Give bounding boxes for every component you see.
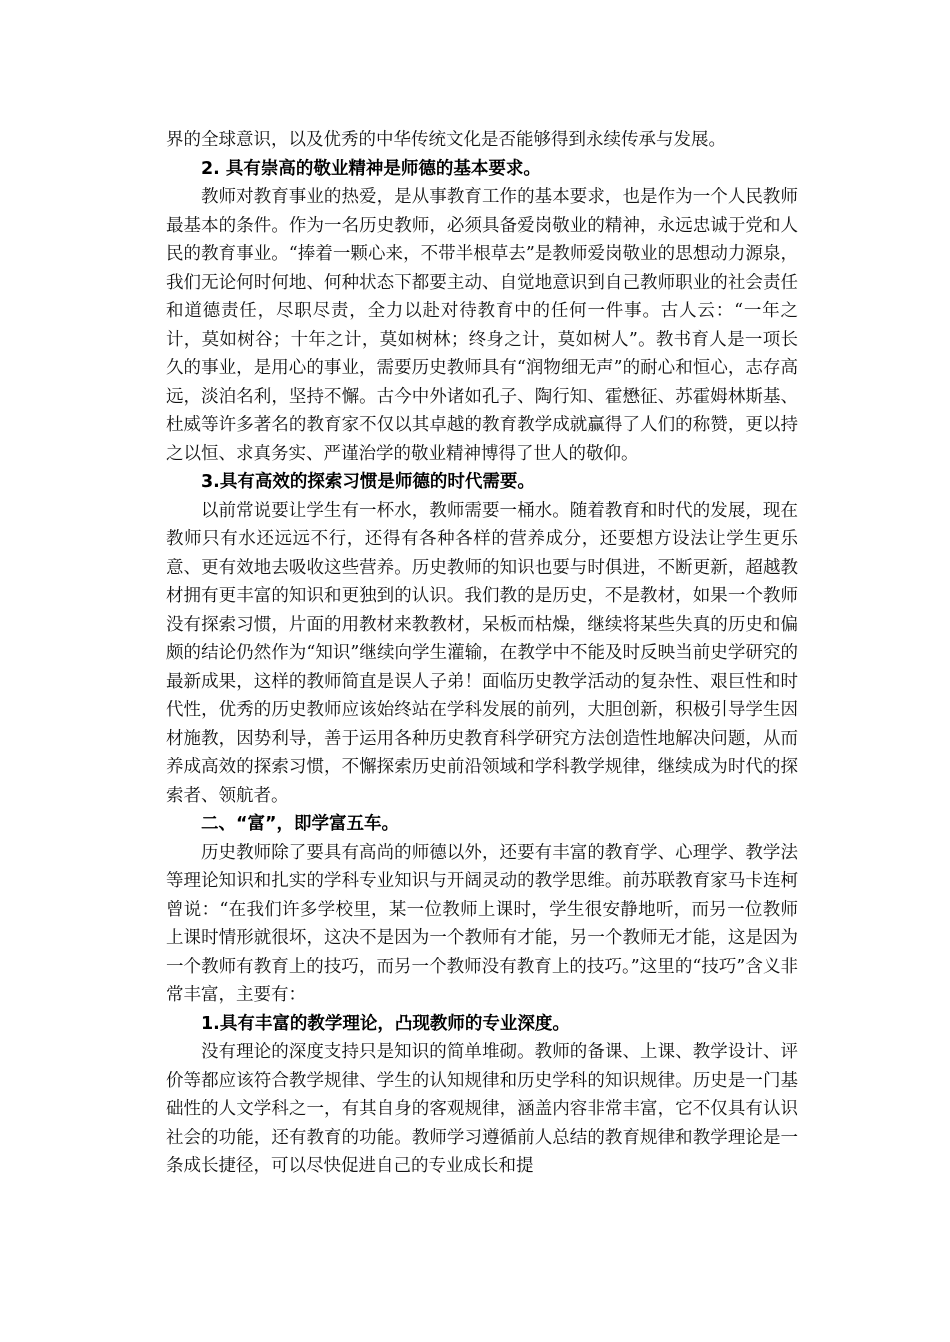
section-heading-exploration: 3.具有高效的探索习惯是师德的时代需要。 <box>201 472 535 492</box>
paragraph-continuation: 界的全球意识，以及优秀的中华传统文化是否能够得到永续传承与发展。 <box>166 130 726 150</box>
chapter-heading-rich: 二、“富”，即学富五车。 <box>201 814 400 834</box>
section-heading-theory: 1.具有丰富的教学理论，凸现教师的专业深度。 <box>201 1013 570 1034</box>
paragraph-dedication: 教师对教育事业的热爱，是从事教育工作的基本要求，也是作为一个人民教师最基本的条件。作为一名历史教师，必须具备爱岗敬业的精神，永远忠诚于党和人民的教育事业。“捧着一颗心来，不带半根草去”是教师爱岗敬业的思想动力源泉，我们无论何时何地、何种状态下都要主动、自觉地意识到自己教师职业的社会责任和道德责任，尽职尽责，全力以赴对待教育中的任何一件事。古人云：“一年之计，莫如树谷；十年之计，莫如树林；终身之计，莫如树人”。教书育人是一项长久的事业，是用心的事业，需要历史教师具有“润物细无声”的耐心和恒心，志存高远，淡泊名利，坚持不懈。古今中外诸如孔子、陶行知、霍懋征、苏霍姆林斯基、杜威等许多著名的教育家不仅以其卓越的教育教学成就赢得了人们的称赞，更以持之以恒、求真务实、严谨治学的敬业精神博得了世人的敬仰。 <box>166 187 798 464</box>
paragraph-rich-knowledge: 历史教师除了要具有高尚的师德以外，还要有丰富的教育学、心理学、教学法等理论知识和扎实的学科专业知识与开阔灵动的教学思维。前苏联教育家马卡连柯曾说：“在我们许多学校里，某一位教师上课时，学生很安静地听，而另一位教师上课时情形就很坏，这决不是因为一个教师有才能，另一个教师无才能，这是因为一个教师有教育上的技巧，而另一个教师没有教育上的技巧。”这里的“技巧”含义非常丰富，主要有： <box>166 842 798 1005</box>
document-body <box>166 126 798 1181</box>
paragraph-exploration: 以前常说要让学生有一杯水，教师需要一桶水。随着教育和时代的发展，现在教师只有水还远远不行，还得有各种各样的营养成分，还要想方设法让学生更乐意、更有效地去吸收这些营养。历史教师的知识也要与时俱进，不断更新，超越教材拥有更丰富的知识和更独到的认识。我们教的是历史，不是教材，如果一个教师没有探索习惯，片面的用教材来教教材，呆板而枯燥，继续将某些失真的历史和偏颇的结论仍然作为“知识”继续向学生灌输，在教学中不能及时反映当前史学研究的最新成果，这样的教师简直是误人子弟！面临历史教学活动的复杂性、艰巨性和时代性，优秀的历史教师应该始终站在学科发展的前列，大胆创新，积极引导学生因材施教，因势利导，善于运用各种历史教育科学研究方法创造性地解决问题，从而养成高效的探索习惯，不懈探索历史前沿领域和学科教学规律，继续成为时代的探索者、领航者。 <box>166 500 798 806</box>
paragraph-theory: 没有理论的深度支持只是知识的简单堆砌。教师的备课、上课、教学设计、评价等都应该符合教学规律、学生的认知规律和历史学科的知识规律。历史是一门基础性的人文学科之一，有其自身的客观规律，涵盖内容非常丰富，它不仅具有认识社会的功能，还有教育的功能。教师学习遵循前人总结的教育规律和教学理论是一条成长捷径，可以尽快促进自己的专业成长和提 <box>166 1042 798 1176</box>
section-heading-dedication: 2. 具有崇高的敬业精神是师德的基本要求。 <box>201 158 541 179</box>
